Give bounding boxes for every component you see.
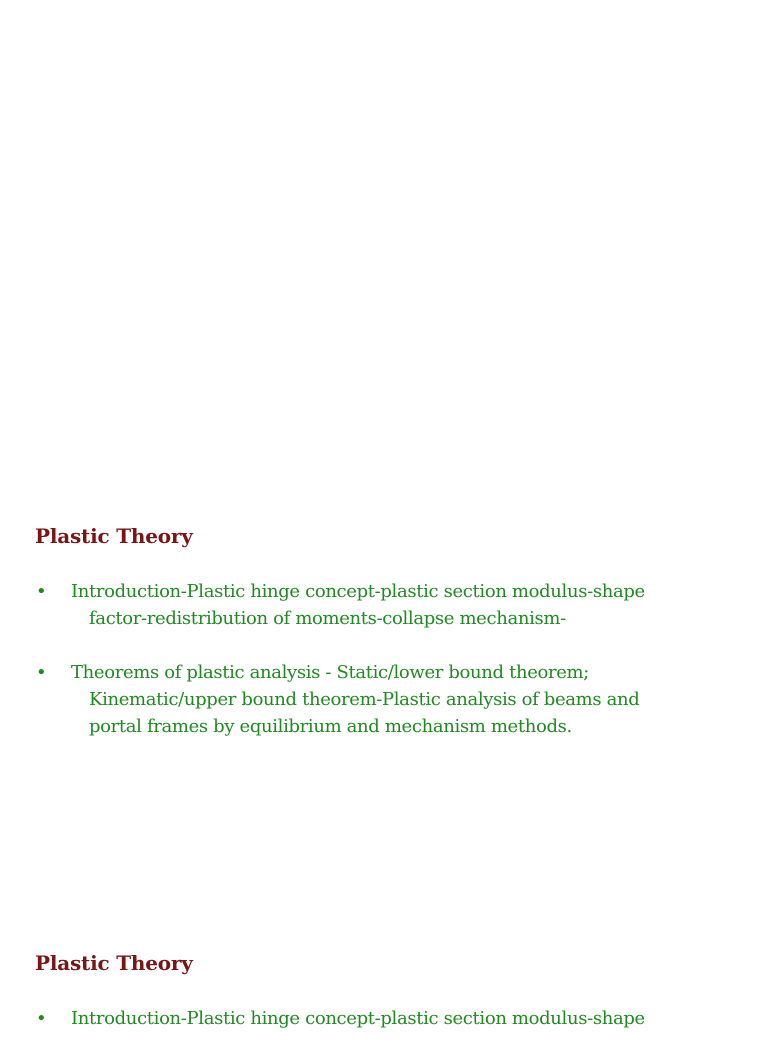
bullet-item — [0, 659, 768, 740]
slide-title: Plastic Theory — [35, 524, 193, 548]
bullet-line: Theorems of plastic analysis - Static/lower bound theorem; — [71, 662, 589, 683]
bullet-item — [0, 1005, 768, 1032]
bullet-line: factor-redistribution of moments-collapse mechanism- — [89, 608, 566, 629]
slide-title: Plastic Theory — [35, 951, 193, 975]
bullet-line: portal frames by equilibrium and mechanism methods. — [89, 716, 572, 737]
bullet-dot-icon: • — [36, 1008, 47, 1029]
bullet-text — [71, 1005, 742, 1032]
bullet-list — [0, 1005, 768, 1059]
bullet-dot-icon: • — [36, 581, 47, 602]
bullet-text — [71, 578, 742, 632]
bullet-line: Introduction-Plastic hinge concept-plastic section modulus-shape — [71, 581, 645, 602]
bullet-item — [0, 578, 768, 632]
bullet-list — [0, 578, 768, 767]
bullet-dot-icon: • — [36, 662, 47, 683]
bullet-text — [71, 659, 742, 740]
bullet-line: Kinematic/upper bound theorem-Plastic analysis of beams and — [89, 689, 640, 710]
bullet-line: Introduction-Plastic hinge concept-plastic section modulus-shape — [71, 1008, 645, 1029]
